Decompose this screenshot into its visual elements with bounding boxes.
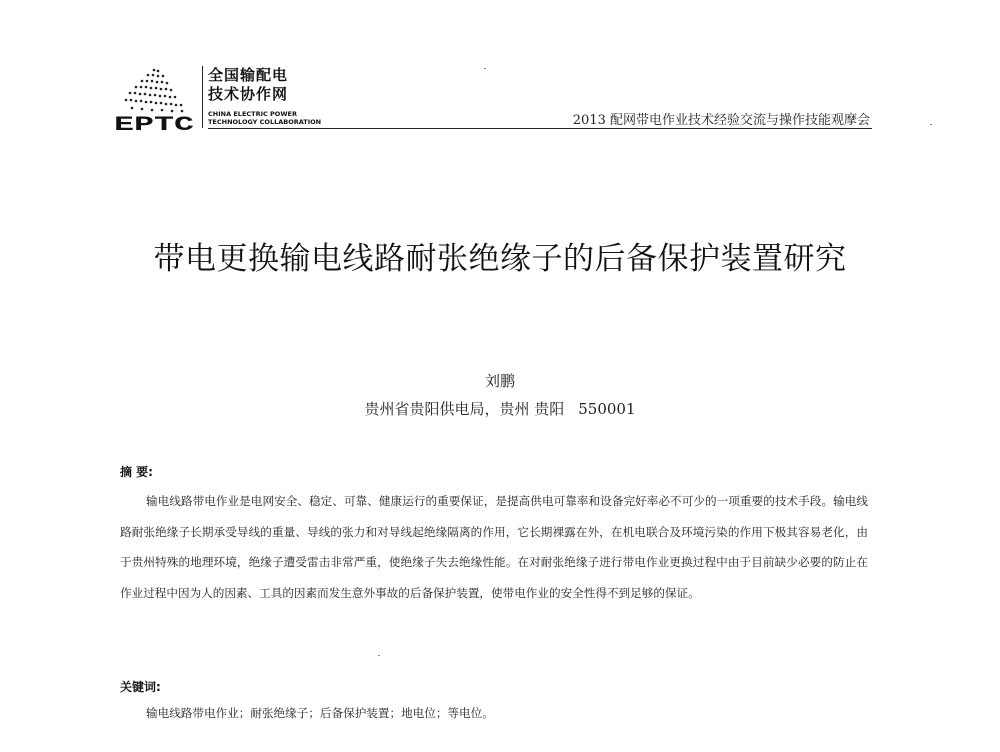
abstract-label: 摘 要: <box>120 465 153 479</box>
logo-en-line-2: TECHNOLOGY COLLABORATION <box>208 118 322 126</box>
author-name: 刘鹏 <box>484 372 515 390</box>
logo-english-name <box>208 110 321 126</box>
page-header <box>112 62 872 132</box>
scan-speck <box>484 68 486 69</box>
affiliation-text: 贵州省贵阳供电局，贵州 贵阳 <box>364 400 565 418</box>
abstract-text: 输电线路带电作业是电网安全、稳定、可靠、健康运行的重要保证，是提高供电可靠率和设备完好率必不可少的一项重要的技术手段。输电线路耐张绝缘子长期承受导线的重量、导线的张力和对导线起绝缘隔离的作用，它长期裸露在外，在机电联合及环境污染的作用下极其容易老化，由于贵州特殊的地理环境，绝缘子遭受雷击非常严重，使绝缘子失去绝缘性能。在对耐张绝缘子进行带电作业更换过程中由于目前缺少必要的防止在作业过程中因为人的因素、工具的因素而发生意外事故的后备保护装置，使带电作业的安全性得不到足够的保证。 <box>120 494 868 600</box>
event-title: 2013 配网带电作业技术经验交流与操作技能观摩会 <box>572 113 870 128</box>
eptc-logo-icon <box>112 64 196 132</box>
header-rule <box>208 128 872 129</box>
keywords-text: 输电线路带电作业；耐张绝缘子；后备保护装置；地电位；等电位。 <box>146 706 494 720</box>
keywords-label: 关键词: <box>120 680 161 694</box>
scan-speck <box>378 655 380 656</box>
affiliation <box>0 398 1000 419</box>
paper-title: 带电更换输电线路耐张绝缘子的后备保护装置研究 <box>153 241 847 277</box>
logo-cn-line-2: 技术协作网 <box>208 85 289 103</box>
logo-en-line-1: CHINA ELECTRIC POWER <box>208 110 297 118</box>
scan-speck <box>930 124 932 125</box>
postal-code: 550001 <box>578 400 636 418</box>
logo-abbr: EPTC <box>114 114 194 132</box>
logo-separator <box>202 66 203 128</box>
logo-cn-line-1: 全国输配电 <box>208 66 289 84</box>
logo-chinese-name <box>208 66 288 104</box>
